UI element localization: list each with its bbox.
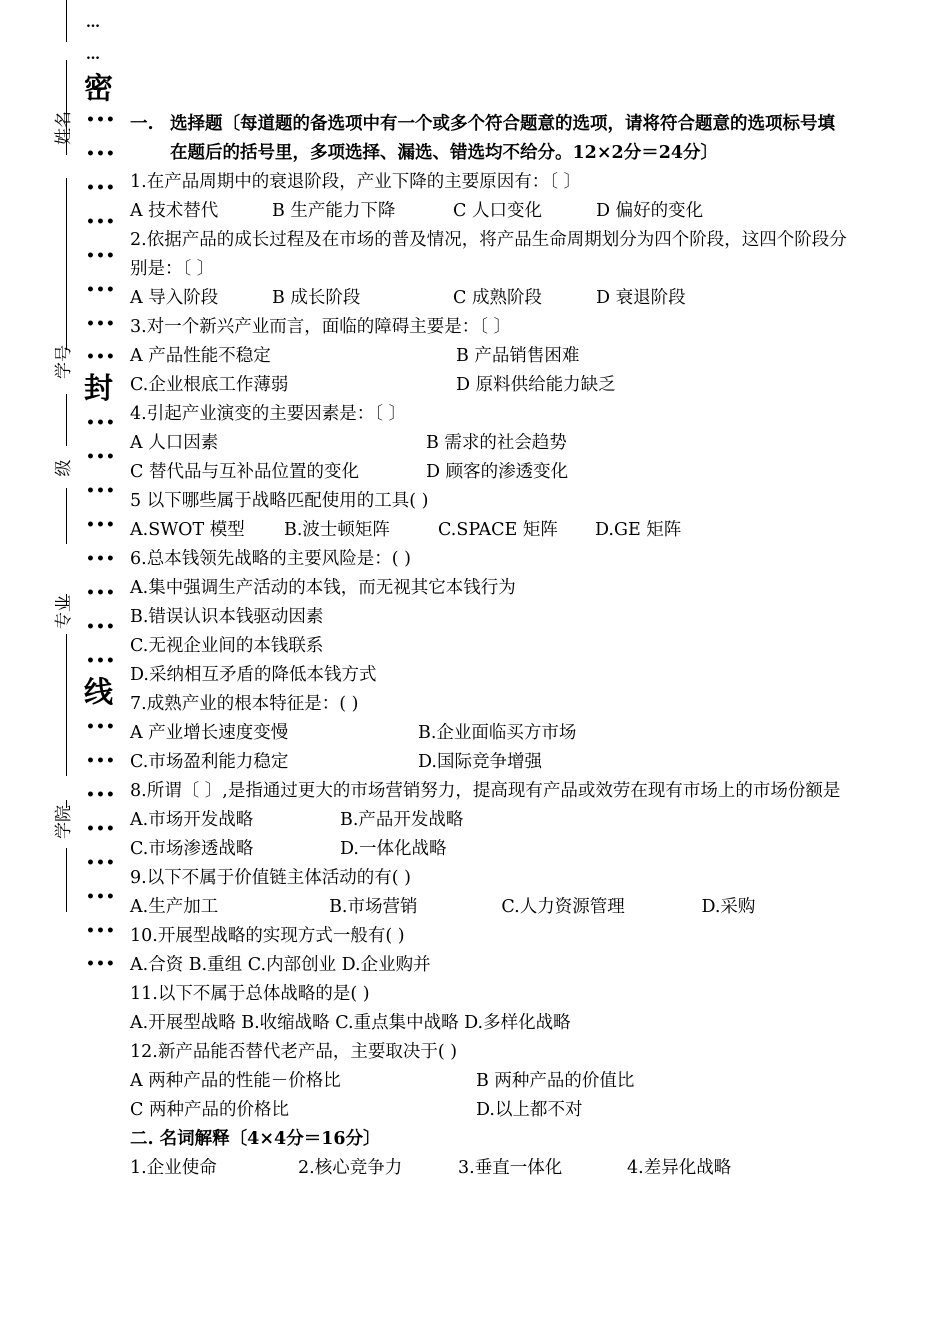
term-item: 1.企业使命 xyxy=(130,1158,217,1178)
option-row xyxy=(130,197,850,226)
dots: ••• xyxy=(86,483,116,499)
option: D 偏好的变化 xyxy=(596,201,704,221)
option: B.错误认识本钱驱动因素 xyxy=(130,607,324,627)
option: C.市场盈利能力稳定 xyxy=(130,752,289,772)
option: A.市场开发战略 xyxy=(130,810,254,830)
seal-char-xian: 线 xyxy=(84,675,114,709)
option-row xyxy=(130,951,850,980)
section-number: 一. xyxy=(130,114,154,134)
option-row xyxy=(130,748,850,777)
dots: ••• xyxy=(86,415,116,431)
margin-line xyxy=(66,178,67,350)
dots: ••• xyxy=(86,316,116,332)
dots: ••• xyxy=(86,787,116,803)
option: A 技术替代 xyxy=(130,201,219,221)
dots: ••• xyxy=(86,349,116,365)
question-text: 11.以下不属于总体战略的是( ) xyxy=(130,984,370,1004)
question-text: 6.总本钱领先战略的主要风险是：( ) xyxy=(130,549,411,569)
option: A.SWOT 模型 xyxy=(130,520,245,540)
option: C.SPACE 矩阵 xyxy=(438,520,558,540)
option: A.集中强调生产活动的本钱，而无视其它本钱行为 xyxy=(130,578,516,598)
name-label: 姓名 xyxy=(54,111,74,145)
option: B 产品销售困难 xyxy=(456,346,580,366)
option: C.市场渗透战略 xyxy=(130,839,254,859)
option: B.企业面临买方市场 xyxy=(418,723,577,743)
option: D.一体化战略 xyxy=(340,839,447,859)
dots: ••• xyxy=(86,517,116,533)
grade-label: 级 xyxy=(54,459,74,477)
option: B.市场营销 xyxy=(329,897,418,917)
option: C.企业根底工作薄弱 xyxy=(130,375,289,395)
question-text: 8.所谓〔 〕,是指通过更大的市场营销努力，提高现有产品或效劳在现有市场上的市场份额是 xyxy=(130,781,841,801)
option-row xyxy=(130,893,850,922)
option: B 需求的社会趋势 xyxy=(426,433,567,453)
dots: ••• xyxy=(86,889,116,905)
option-row xyxy=(130,719,850,748)
binding-margin xyxy=(0,0,125,1342)
term-item: 2.核心竞争力 xyxy=(298,1158,403,1178)
option-row xyxy=(130,806,850,835)
option-row xyxy=(130,284,850,313)
option: D.采纳相互矛盾的降低本钱方式 xyxy=(130,665,377,685)
option: C 人口变化 xyxy=(453,201,542,221)
option: C.无视企业间的本钱联系 xyxy=(130,636,324,656)
option: B 生产能力下降 xyxy=(272,201,396,221)
question-text: 9.以下不属于价值链主体活动的有( ) xyxy=(130,868,411,888)
margin-line xyxy=(66,0,67,42)
section-1-heading xyxy=(130,110,850,168)
option: D.以上都不对 xyxy=(476,1100,583,1120)
question-text: 7.成熟产业的根本特征是：( ) xyxy=(130,694,359,714)
dots: ••• xyxy=(86,753,116,769)
section-title: 选择题〔每道题的备选项中有一个或多个符合题意的选项，请将符合题意的选项标号填在题后的括号里，多项选择、漏选、错选均不给分。12×2分＝24分〕 xyxy=(170,114,835,163)
option-row xyxy=(130,1067,850,1096)
margin-line xyxy=(66,634,67,776)
question-text: 1.在产品周期中的衰退阶段，产业下降的主要原因有：〔 〕 xyxy=(130,172,582,192)
seal-char-feng: 封 xyxy=(84,371,114,405)
margin-line xyxy=(66,848,67,912)
option: D.GE 矩阵 xyxy=(595,520,682,540)
option: A 两种产品的性能－价格比 xyxy=(130,1071,341,1091)
option: A.合资 B.重组 C.内部创业 D.企业购并 xyxy=(130,955,431,975)
seal-char-mi: 密 xyxy=(84,71,114,105)
option: C.人力资源管理 xyxy=(501,897,625,917)
dots: ••• xyxy=(86,619,116,635)
option: D 原料供给能力缺乏 xyxy=(456,375,616,395)
term-list xyxy=(130,1154,850,1183)
exam-content xyxy=(130,110,850,1183)
option: A 产业增长速度变慢 xyxy=(130,723,289,743)
question-text: 4.引起产业演变的主要因素是：〔 〕 xyxy=(130,404,407,424)
margin-line xyxy=(66,488,67,544)
college-label: 学院 xyxy=(54,805,74,839)
dots: ••• xyxy=(86,923,116,939)
dots: ••• xyxy=(86,282,116,298)
option: A 导入阶段 xyxy=(130,288,219,308)
section-2-heading: 二. 名词解释〔4×4分＝16分〕 xyxy=(130,1129,381,1149)
option-row xyxy=(130,1096,850,1125)
option: D.国际竞争增强 xyxy=(418,752,542,772)
option: B.波士顿矩阵 xyxy=(284,520,390,540)
option: B.产品开发战略 xyxy=(340,810,464,830)
dots: ••• xyxy=(86,214,116,230)
dots: ••• xyxy=(86,956,116,972)
question-text: 5 以下哪些属于战略匹配使用的工具( ) xyxy=(130,491,429,511)
option: A.生产加工 xyxy=(130,897,219,917)
option: A 人口因素 xyxy=(130,433,219,453)
dots: ••• xyxy=(86,146,116,162)
option: C 两种产品的价格比 xyxy=(130,1100,289,1120)
question-text: 12.新产品能否替代老产品，主要取决于( ) xyxy=(130,1042,458,1062)
option: D 衰退阶段 xyxy=(596,288,686,308)
dots: … xyxy=(86,47,101,63)
option-row xyxy=(130,835,850,864)
option: D 顾客的渗透变化 xyxy=(426,462,569,482)
option-row xyxy=(130,574,850,603)
major-label: 专业 xyxy=(54,595,74,629)
option-row xyxy=(130,458,850,487)
question-text: 2.依据产品的成长过程及在市场的普及情况，将产品生命周期划分为四个阶段，这四个阶段分别是：〔 〕 xyxy=(130,230,847,279)
option-row xyxy=(130,371,850,400)
dots: ••• xyxy=(86,112,116,128)
option-row xyxy=(130,342,850,371)
option: C 成熟阶段 xyxy=(453,288,542,308)
option-row xyxy=(130,603,850,632)
option-row xyxy=(130,632,850,661)
dots: ••• xyxy=(86,248,116,264)
option: A.开展型战略 B.收缩战略 C.重点集中战略 D.多样化战略 xyxy=(130,1013,571,1033)
option: B 成长阶段 xyxy=(272,288,361,308)
question-text: 10.开展型战略的实现方式一般有( ) xyxy=(130,926,405,946)
term-item: 4.差异化战略 xyxy=(627,1158,732,1178)
dots: ••• xyxy=(86,551,116,567)
option-row xyxy=(130,661,850,690)
dots: ••• xyxy=(86,821,116,837)
dots: ••• xyxy=(86,449,116,465)
dots: ••• xyxy=(86,719,116,735)
option: A 产品性能不稳定 xyxy=(130,346,271,366)
dots: ••• xyxy=(86,585,116,601)
question-text: 3.对一个新兴产业而言，面临的障碍主要是：〔 〕 xyxy=(130,317,512,337)
option: B 两种产品的价值比 xyxy=(476,1071,635,1091)
dots: ••• xyxy=(86,653,116,669)
dots: ••• xyxy=(86,180,116,196)
term-item: 3.垂直一体化 xyxy=(458,1158,563,1178)
student-id-label: 学号 xyxy=(54,345,74,379)
option-row xyxy=(130,1009,850,1038)
option-row xyxy=(130,429,850,458)
option: C 替代品与互补品位置的变化 xyxy=(130,462,359,482)
margin-line xyxy=(66,394,67,446)
question-list xyxy=(130,168,850,1125)
dots: ••• xyxy=(86,855,116,871)
dots: … xyxy=(86,15,101,31)
option: D.采购 xyxy=(701,897,756,917)
option-row xyxy=(130,516,850,545)
